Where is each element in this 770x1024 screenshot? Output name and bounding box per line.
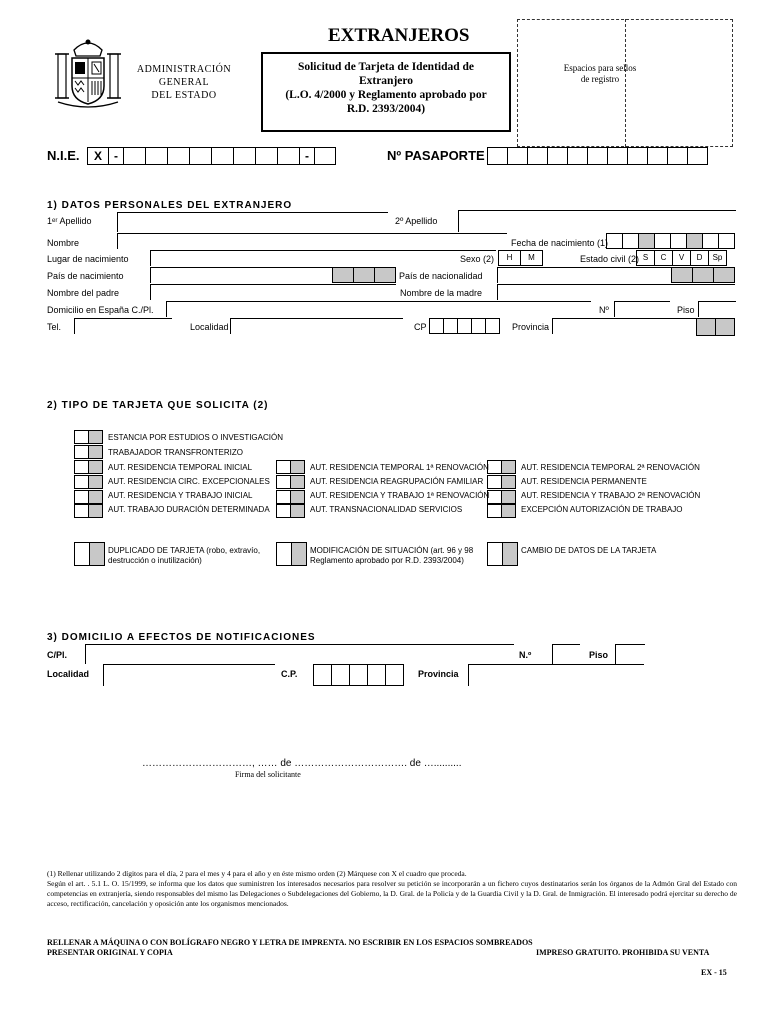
pais-nac-code [332,267,395,283]
madre-field[interactable] [497,284,735,300]
pais-nac-label: País de nacimiento [47,271,124,281]
checkbox-temporal-1-renovacion[interactable] [276,460,304,474]
signature-label: Firma del solicitante [235,770,301,779]
option-temporal-2-renovacion: AUT. RESIDENCIA TEMPORAL 2ª RENOVACIÓN [521,463,700,472]
option-reagrupacion: AUT. RESIDENCIA REAGRUPACIÓN FAMILIAR [310,477,484,486]
tel-label: Tel. [47,322,62,332]
stamp-text: Espacios para sellos de registro [563,63,637,84]
passport-field[interactable] [487,147,707,165]
nie-label: N.I.E. [47,148,80,163]
section-1-title: 1) DATOS PERSONALES DEL EXTRANJERO [47,200,293,211]
sexo-options[interactable]: H M [498,250,542,266]
estado-civil-label: Estado civil (2) [580,254,640,264]
signature-date-line[interactable]: ……………………………, …… de ……………………………. de ….......... [142,758,462,769]
impreso-gratuito: IMPRESO GRATUITO. PROHIBIDA SU VENTA [536,948,710,957]
piso-label: Piso [677,305,695,315]
provincia-code [696,318,734,336]
localidad-notif-label: Localidad [47,669,90,679]
option-cambio-datos: CAMBIO DE DATOS DE LA TARJETA [521,546,657,555]
section-2-title: 2) TIPO DE TARJETA QUE SOLICITA (2) [47,400,269,411]
checkbox-reagrupacion[interactable] [276,475,304,489]
footer-note: (1) Rellenar utilizando 2 dígitos para el día, 2 para el mes y 4 para el año y en éste mismo orden (2) Márquese con X el cuadro que proceda. Según el art. . 5.1 L. O. 15/1999, se informa que los datos que suministren los interesados necesarios para resolver su petición se incorporarán a un fichero cuyos destinatarios serán los órganos de la Admón Gral del Estado con competencias en extranjería, siendo responsables del mismo las Delegaciones o Subdelegaciones del Gobierno, la D. Gral. de la Policía y de la Guardia Civil y la D. Gral. de Inmigración. El interesado podrá ejercitar su derecho de acceso, rectificación, cancelación y oposición ante los organismos mencionados. [47,869,737,908]
checkbox-trabajo-duracion[interactable] [74,504,102,518]
form-title: Solicitud de Tarjeta de Identidad de Extranjero (L.O. 4/2000 y Reglamento aprobado por R.D. 2393/2004) [285,61,487,115]
estado-civil-options[interactable]: S C V D Sp [636,250,726,266]
provincia-label: Provincia [512,322,550,332]
nombre-label: Nombre [47,238,80,248]
checkbox-permanente[interactable] [487,475,515,489]
fecha-nac-field[interactable] [606,233,734,249]
numero-field[interactable] [614,301,670,317]
form-code: EX - 15 [701,968,727,977]
option-res-trabajo-2-renovacion: AUT. RESIDENCIA Y TRABAJO 2ª RENOVACIÓN [521,491,701,500]
checkbox-estancia[interactable] [74,430,102,444]
admin-label: ADMINISTRACIÓN GENERAL DEL ESTADO [136,64,232,101]
domicilio-label: Domicilio en España C./Pl. [47,305,154,315]
option-transfronterizo: TRABAJADOR TRANSFRONTERIZO [108,448,243,457]
checkbox-res-trabajo-2-renovacion[interactable] [487,490,515,504]
lugar-nac-label: Lugar de nacimiento [47,254,129,264]
option-residencia-trabajo-inicial: AUT. RESIDENCIA Y TRABAJO INICIAL [108,491,253,500]
checkbox-circ-excepcionales[interactable] [74,475,102,489]
page-title: EXTRANJEROS [328,25,470,46]
fecha-nac-label: Fecha de nacimiento (1) [511,238,609,248]
padre-label: Nombre del padre [47,288,120,298]
padre-field[interactable] [150,284,396,300]
numero-notif-field[interactable] [552,644,580,664]
checkbox-transnacionalidad[interactable] [276,504,304,518]
option-temporal-1-renovacion: AUT. RESIDENCIA TEMPORAL 1ª RENOVACIÓN [310,463,489,472]
tel-field[interactable] [74,318,172,334]
pais-nac-field[interactable] [150,267,332,283]
apellido2-label: 2º Apellido [395,216,438,226]
option-modificacion: MODIFICACIÓN DE SITUACIÓN (art. 96 y 98 Reglamento aprobado por R.D. 2393/2004) [310,546,474,565]
apellido1-field[interactable] [117,212,388,232]
checkbox-temporal-2-renovacion[interactable] [487,460,515,474]
piso-notif-label: Piso [589,650,609,660]
checkbox-res-trabajo-1-renovacion[interactable] [276,490,304,504]
option-circ-excepcionales: AUT. RESIDENCIA CIRC. EXCEPCIONALES [108,477,270,486]
cp-label: CP [414,322,427,332]
cp-field[interactable] [429,318,499,334]
pais-nacionalidad-code [671,267,734,283]
passport-label: Nº PASAPORTE [387,148,485,163]
piso-field[interactable] [698,301,736,317]
option-duplicado: DUPLICADO DE TARJETA (robo, extravío, destrucción o inutilización) [108,546,261,565]
option-estancia: ESTANCIA POR ESTUDIOS O INVESTIGACIÓN [108,433,283,442]
section-3-title: 3) DOMICILIO A EFECTOS DE NOTIFICACIONES [47,632,316,643]
coat-of-arms-icon [48,36,128,116]
checkbox-duplicado[interactable] [74,542,104,566]
checkbox-cambio-datos[interactable] [487,542,517,566]
domicilio-field[interactable] [166,301,591,317]
option-excepcion-autorizacion: EXCEPCIÓN AUTORIZACIÓN DE TRABAJO [521,505,683,514]
piso-notif-field[interactable] [615,644,645,664]
numero-label: Nº [599,305,609,315]
pais-nacionalidad-label: País de nacionalidad [399,271,483,281]
nombre-field[interactable] [117,233,507,249]
numero-notif-label: N.º [519,650,532,660]
pais-nacionalidad-field[interactable] [497,267,671,283]
option-trabajo-duracion: AUT. TRABAJO DURACIÓN DETERMINADA [108,505,270,514]
apellido2-field[interactable] [458,210,736,232]
option-temporal-inicial: AUT. RESIDENCIA TEMPORAL INICIAL [108,463,253,472]
cpl-label: C/Pl. [47,650,68,660]
cpl-field[interactable] [85,644,514,664]
apellido1-label: 1ᵉʳ Apellido [47,216,92,226]
checkbox-excepcion-autorizacion[interactable] [487,504,515,518]
sexo-label: Sexo (2) [460,254,495,264]
localidad-notif-field[interactable] [103,664,275,686]
provincia-notif-label: Provincia [418,669,459,679]
option-res-trabajo-1-renovacion: AUT. RESIDENCIA Y TRABAJO 1ª RENOVACIÓN [310,491,490,500]
provincia-notif-field[interactable] [468,664,644,686]
presentar-instructions: PRESENTAR ORIGINAL Y COPIA [47,948,173,957]
option-transnacionalidad: AUT. TRANSNACIONALIDAD SERVICIOS [310,505,463,514]
rellenar-instructions: RELLENAR A MÁQUINA O CON BOLÍGRAFO NEGRO Y LETRA DE IMPRENTA. NO ESCRIBIR EN LOS ESPACIOS SOMBREADOS [47,938,533,947]
provincia-field[interactable] [552,318,696,334]
lugar-nac-field[interactable] [150,250,496,266]
checkbox-temporal-inicial[interactable] [74,460,102,474]
cp-notif-label: C.P. [281,669,298,679]
checkbox-modificacion[interactable] [276,542,306,566]
madre-label: Nombre de la madre [400,288,483,298]
nie-field[interactable]: X - - [87,147,335,165]
checkbox-residencia-trabajo-inicial[interactable] [74,490,102,504]
localidad-label: Localidad [190,322,229,332]
option-permanente: AUT. RESIDENCIA PERMANENTE [521,477,647,486]
checkbox-transfronterizo[interactable] [74,445,102,459]
cp-notif-field[interactable] [313,664,403,686]
localidad-field[interactable] [230,318,403,334]
